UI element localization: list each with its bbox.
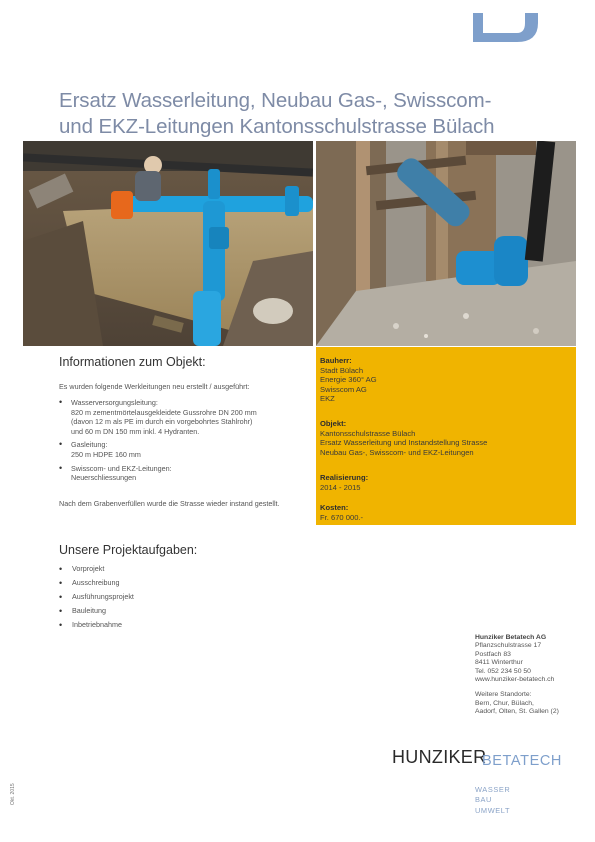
tasks-heading: Unsere Projektaufgaben: — [59, 543, 198, 557]
objekt-label: Objekt: — [320, 419, 347, 428]
title-line-1: Ersatz Wasserleitung, Neubau Gas-, Swisscom- — [59, 89, 492, 112]
pipe-shaft-photo — [316, 141, 576, 346]
trench-photo — [23, 141, 313, 346]
info-intro: Es wurden folgende Werkleitungen neu erstellt / ausgeführt: — [59, 382, 250, 391]
realisierung-value: 2014 - 2015 — [320, 482, 361, 492]
list-item: • Bauleitung — [59, 604, 134, 618]
list-item: • Inbetriebnahme — [59, 618, 134, 632]
realisierung-block — [320, 473, 570, 492]
list-item: • Gasleitung: 250 m HDPE 160 mm — [59, 440, 309, 459]
tasks-list — [59, 562, 134, 632]
brand-name-hunziker: HUNZIKER — [392, 747, 487, 767]
company-website[interactable]: www.hunziker-betatech.ch — [475, 676, 555, 684]
list-item: • Wasserversorgungsleitung: 820 m zementmörtelausgekleidete Gussrohre DN 200 mm (davon 12 m als PE im durch ein vorgebohrtes Stahlrohr) und 60 m DN 150 mm inkl. 4 Hydranten. — [59, 398, 309, 436]
list-item: • Vorprojekt — [59, 562, 134, 576]
info-outro: Nach dem Grabenverfüllen wurde die Strasse wieder instand gestellt. — [59, 499, 280, 508]
bauherr-label: Bauherr: — [320, 356, 352, 365]
company-contact: Hunziker Betatech AG Pflanzschulstrasse 17 Postfach 83 8411 Winterthur Tel. 052 234 50 50 www.hunziker-betatech.ch Weitere Standorte: Bern, Chur, Bülach, Aadorf, Olten, St. Gallen (2) — [475, 634, 590, 717]
list-item: • Ausführungsprojekt — [59, 590, 134, 604]
list-item: • Swisscom- und EKZ-Leitungen: Neuerschliessungen — [59, 464, 309, 483]
brand-wordmark — [392, 747, 582, 771]
realisierung-label: Realisierung: — [320, 473, 369, 482]
brand-name-betatech: BETATECH — [482, 753, 562, 769]
kosten-block — [320, 503, 570, 522]
bauherr-block: Bauherr: Stadt Bülach Energie 360° AG Swisscom AG EKZ — [320, 356, 570, 404]
company-name: Hunziker Betatech AG — [475, 634, 547, 641]
brand-mark-icon — [473, 13, 538, 42]
title-line-2: und EKZ-Leitungen Kantonsschulstrasse Bülach — [59, 115, 495, 138]
brand-tagline: WASSER BAU UMWELT — [475, 785, 511, 815]
print-date: Okt. 2015 — [10, 783, 16, 805]
kosten-value: Fr. 670 000.- — [320, 512, 364, 522]
list-item: • Ausschreibung — [59, 576, 134, 590]
kosten-label: Kosten: — [320, 503, 349, 512]
project-panel — [316, 347, 576, 525]
page-title — [59, 88, 559, 140]
info-heading: Informationen zum Objekt: — [59, 355, 206, 369]
objekt-block: Objekt: Kantonsschulstrasse Bülach Ersatz Wasserleitung und Instandstellung Strasse Neubau Gas-, Swisscom- und EKZ-Leitungen — [320, 419, 570, 457]
works-list — [59, 398, 309, 487]
